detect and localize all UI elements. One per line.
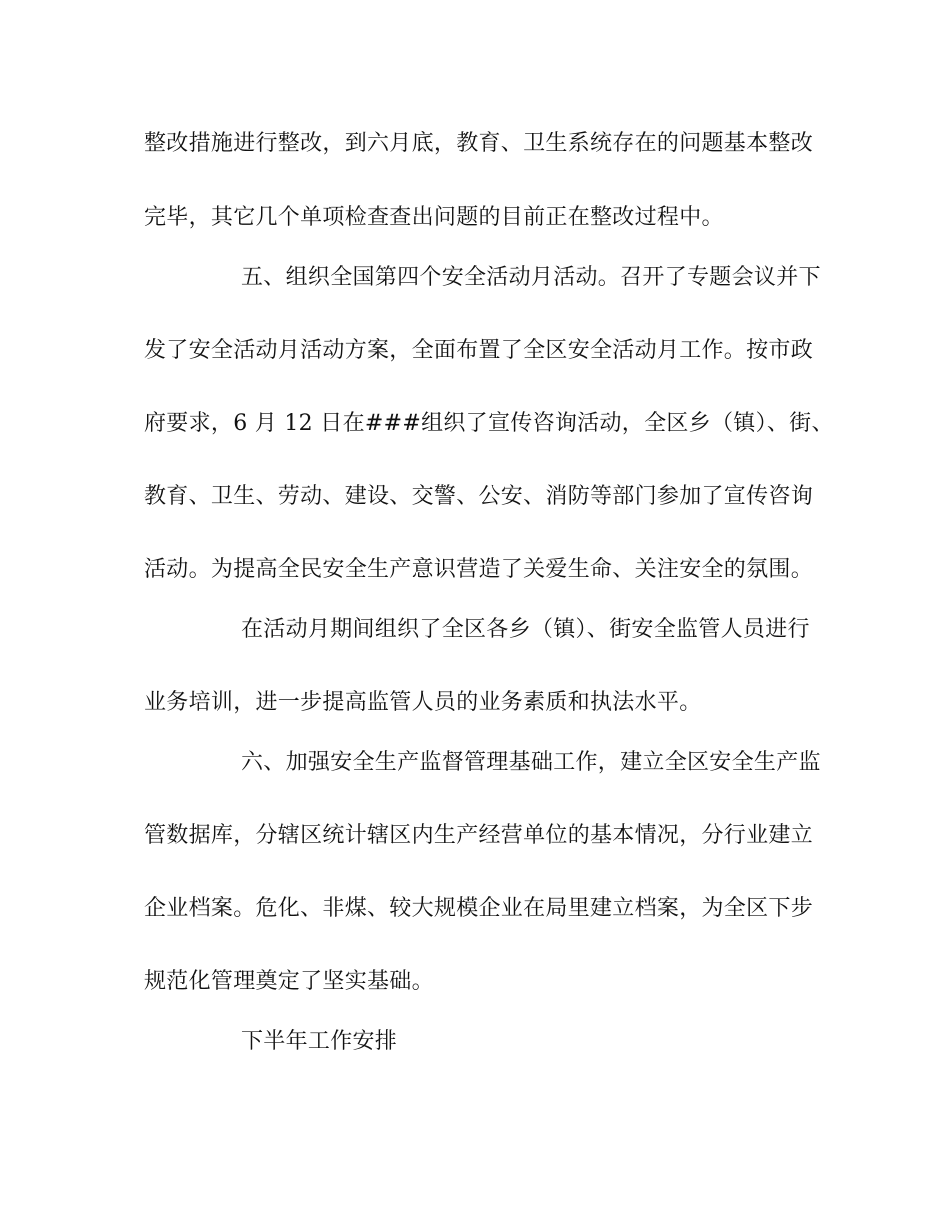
paragraph-heading-6: 六、加强安全生产监督管理基础工作，建立全区安全生产监 — [241, 750, 821, 775]
text-line: 业务培训，进一步提高监管人员的业务素质和执法水平。 — [144, 690, 702, 715]
text-line: 发了安全活动月活动方案，全面布置了全区安全活动月工作。按市政 — [144, 338, 814, 363]
text-line: 企业档案。危化、非煤、较大规模企业在局里建立档案，为全区下步 — [144, 896, 814, 921]
text-line: 府要求，6 月 12 日在###组织了宣传咨询活动，全区乡（镇）、街、 — [144, 411, 834, 436]
text-line: 整改措施进行整改，到六月底，教育、卫生系统存在的问题基本整改 — [144, 131, 814, 156]
text-line: 管数据库，分辖区统计辖区内生产经营单位的基本情况，分行业建立 — [144, 823, 814, 848]
paragraph-heading-5: 五、组织全国第四个安全活动月活动。召开了专题会议并下 — [241, 265, 821, 290]
text-line: 活动。为提高全民安全生产意识营造了关爱生命、关注安全的氛围。 — [144, 557, 814, 582]
text-line: 规范化管理奠定了坚实基础。 — [144, 969, 434, 994]
paragraph-start: 在活动月期间组织了全区各乡（镇）、街安全监管人员进行 — [241, 617, 810, 642]
text-line: 完毕，其它几个单项检查查出问题的目前正在整改过程中。 — [144, 205, 724, 230]
text-line: 教育、卫生、劳动、建设、交警、公安、消防等部门参加了宣传咨询 — [144, 484, 814, 509]
section-heading: 下半年工作安排 — [241, 1029, 398, 1054]
